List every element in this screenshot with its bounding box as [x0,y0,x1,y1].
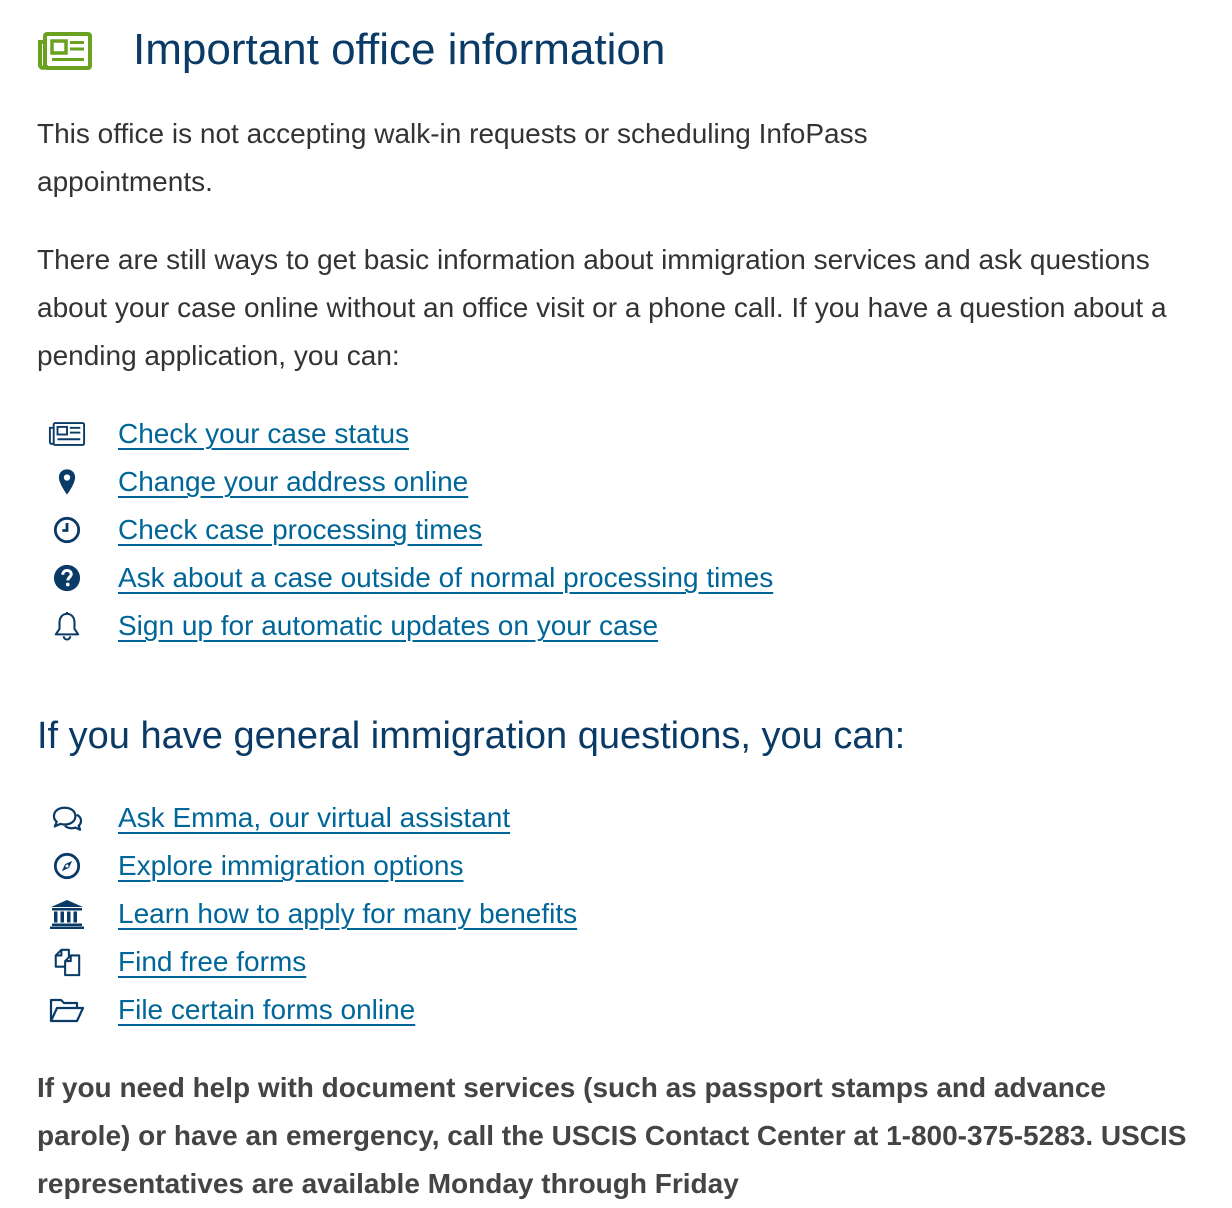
map-pin-icon [47,466,87,498]
sign-up-updates-link[interactable]: Sign up for automatic updates on your case [118,610,659,641]
ask-emma-link[interactable]: Ask Emma, our virtual assistant [118,802,511,833]
chat-bubbles-icon [47,802,87,834]
learn-apply-benefits-link[interactable]: Learn how to apply for many benefits [118,898,578,929]
documents-icon [47,946,87,978]
check-case-status-link[interactable]: Check your case status [118,418,410,449]
page-title: Important office information [133,25,666,74]
ask-outside-processing-link[interactable]: Ask about a case outside of normal processing times [118,562,774,593]
bank-building-icon [47,898,87,930]
processing-times-link[interactable]: Check case processing times [118,514,483,545]
clock-icon [47,514,87,546]
section-header [37,22,666,82]
office-status-text: This office is not accepting walk-in requests or scheduling InfoPass appointments. [37,118,868,197]
bell-icon [47,610,87,642]
ways-to-get-info-text: There are still ways to get basic information about immigration services and ask questions about your case online without an office visit or a phone call. If you have a question about a pending application, you can: [37,244,1167,371]
explore-options-link[interactable]: Explore immigration options [118,850,464,881]
find-free-forms-link[interactable]: Find free forms [118,946,307,977]
change-address-link[interactable]: Change your address online [118,466,469,497]
newspaper-icon [47,418,87,450]
folder-open-icon [47,994,87,1026]
newspaper-icon [37,32,92,72]
contact-center-text: If you need help with document services (such as passport stamps and advance parole) or have an emergency, call the USCIS Contact Center at 1-800-375-5283. USCIS representatives are available Monday through Friday [37,1072,1187,1199]
general-questions-heading: If you have general immigration questions, you can: [37,715,906,757]
compass-icon [47,850,87,882]
question-circle-icon [47,562,87,594]
file-forms-online-link[interactable]: File certain forms online [118,994,416,1025]
